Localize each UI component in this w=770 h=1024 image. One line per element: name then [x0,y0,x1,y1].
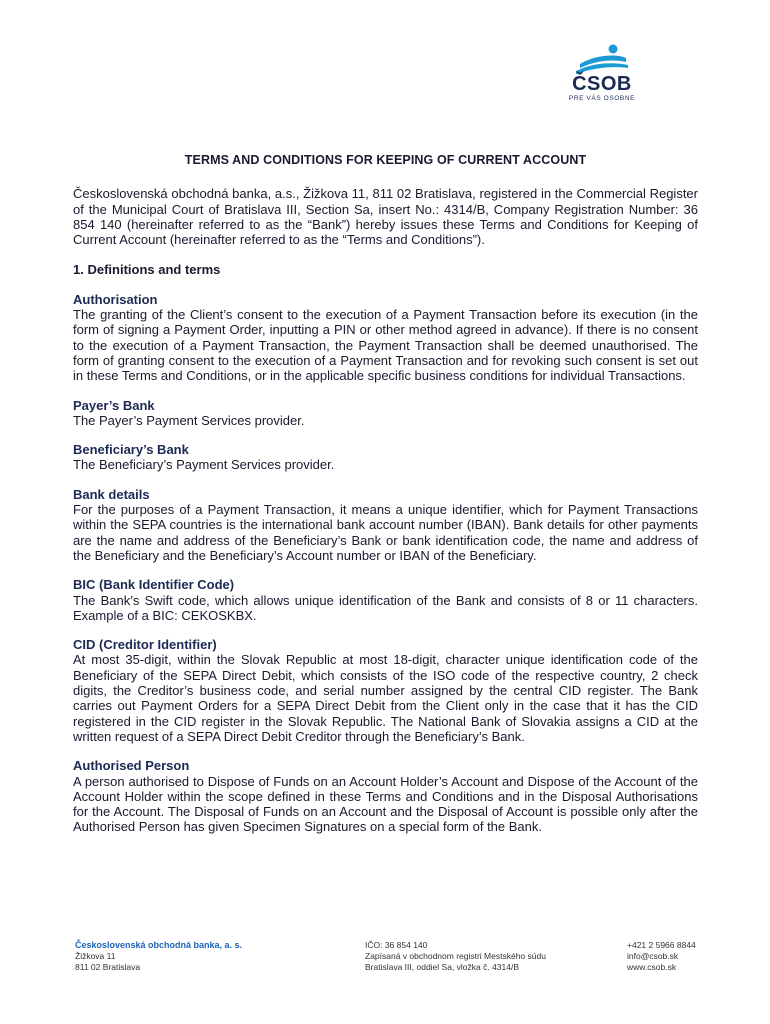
logo-tagline: PRE VÁS OSOBNE [568,95,636,102]
term-bic [73,577,698,623]
footer-address-line: 811 02 Bratislava [75,962,141,972]
term-body: For the purposes of a Payment Transaction, it means a unique identifier, which for Payment Transactions within the SEPA countries is the international bank account number (IBAN). Bank details for other payments are the name and address of the Beneficiary’s Bank or bank identification code, the name and address of the Beneficiary and the Beneficiary’s Account number or IBAN of the Beneficiary. [73,502,698,563]
footer-phone: +421 2 5966 8844 [627,940,696,950]
section-heading: 1. Definitions and terms [73,262,221,278]
term-body: The Bank’s Swift code, which allows unique identification of the Bank and consists of 8 or 11 characters. Example of a BIC: CEKOSKBX. [73,592,698,623]
term-body: At most 35-digit, within the Slovak Republic at most 18-digit, character unique identification code of the Beneficiary of the SEPA Direct Debit, which consists of the ISO code of the respective country, 2 check digits, the Creditor’s business code, and serial number assigned by the central CID register. The Bank carries out Payment Orders for a SEPA Direct Debit from the Client only in the case that it has the CID registered in the CID register in the Slovak Republic. The National Bank of Slovakia assigns a CID at the written request of a SEPA Direct Debit Creditor through the Beneficiary’s Bank. [73,652,698,744]
csob-logo [566,44,638,106]
term-body: A person authorised to Dispose of Funds on an Account Holder’s Account and Dispose of the Account of the Account Holder within the scope defined in these Terms and Conditions and in the Disposal Authorisations for the Account. The Disposal of Funds on an Account and the Disposal of Account is possible only after the Authorised Person has given Specimen Signatures on a special form of the Bank. [73,773,698,835]
document-title: TERMS AND CONDITIONS FOR KEEPING OF CURRENT ACCOUNT [184,153,587,167]
footer-email[interactable]: info@csob.sk [627,951,679,961]
term-body: The Payer’s Payment Services provider. [73,412,305,428]
term-payers-bank [73,398,698,429]
term-cid [73,637,698,744]
term-authorised-person [73,758,698,834]
term-title: BIC (Bank Identifier Code) [73,577,235,593]
term-body: The Beneficiary’s Payment Services provider. [73,457,335,473]
term-bank-details [73,487,698,563]
term-authorisation [73,292,698,384]
logo-wordmark: ČSOB [572,73,632,95]
term-beneficiarys-bank [73,442,698,473]
footer-company-name: Československá obchodná banka, a. s. [75,940,243,950]
footer-registry-line: Bratislava III, oddiel Sa, vložka č. 4314/B [365,962,520,972]
footer-website[interactable]: www.csob.sk [627,962,677,972]
footer-registration [365,940,595,973]
document-body [73,153,698,835]
term-title: Bank details [73,486,150,502]
intro-paragraph: Československá obchodná banka, a.s., Žižkova 11, 811 02 Bratislava, registered in the Commercial Register of the Municipal Court of Bratislava III, Section Sa, insert No.: 4314/B, Company Registration Number: 36 854 140 (hereinafter referred to as the “Bank”) hereby issues these Terms and Conditions for Keeping of Current Account (hereinafter referred to as the “Terms and Conditions”). [73,186,698,248]
term-body: The granting of the Client’s consent to the execution of a Payment Transaction before its execution (in the form of signing a Payment Order, inputting a PIN or other method agreed in advance). If there is no consent to the execution of a Payment Transaction, the Payment Transaction shall be deemed unauthorised. The form of granting consent to the execution of a Payment Transaction and for revoking such consent is set out in these Terms and Conditions, or in the applicable specific business conditions for individual Transactions. [73,307,698,384]
footer-registry-line: Zapísaná v obchodnom registri Mestského súdu [365,951,546,961]
term-title: Authorisation [73,291,158,307]
footer-address-line: Žižkova 11 [75,951,116,961]
page-footer [75,940,705,984]
term-title: CID (Creditor Identifier) [73,637,217,653]
csob-wave-icon [566,44,638,74]
footer-company [75,940,335,973]
footer-ico: IČO: 36 854 140 [365,940,428,950]
term-title: Payer’s Bank [73,397,155,413]
footer-contacts [627,940,717,973]
term-title: Authorised Person [73,758,190,774]
term-title: Beneficiary’s Bank [73,442,189,458]
